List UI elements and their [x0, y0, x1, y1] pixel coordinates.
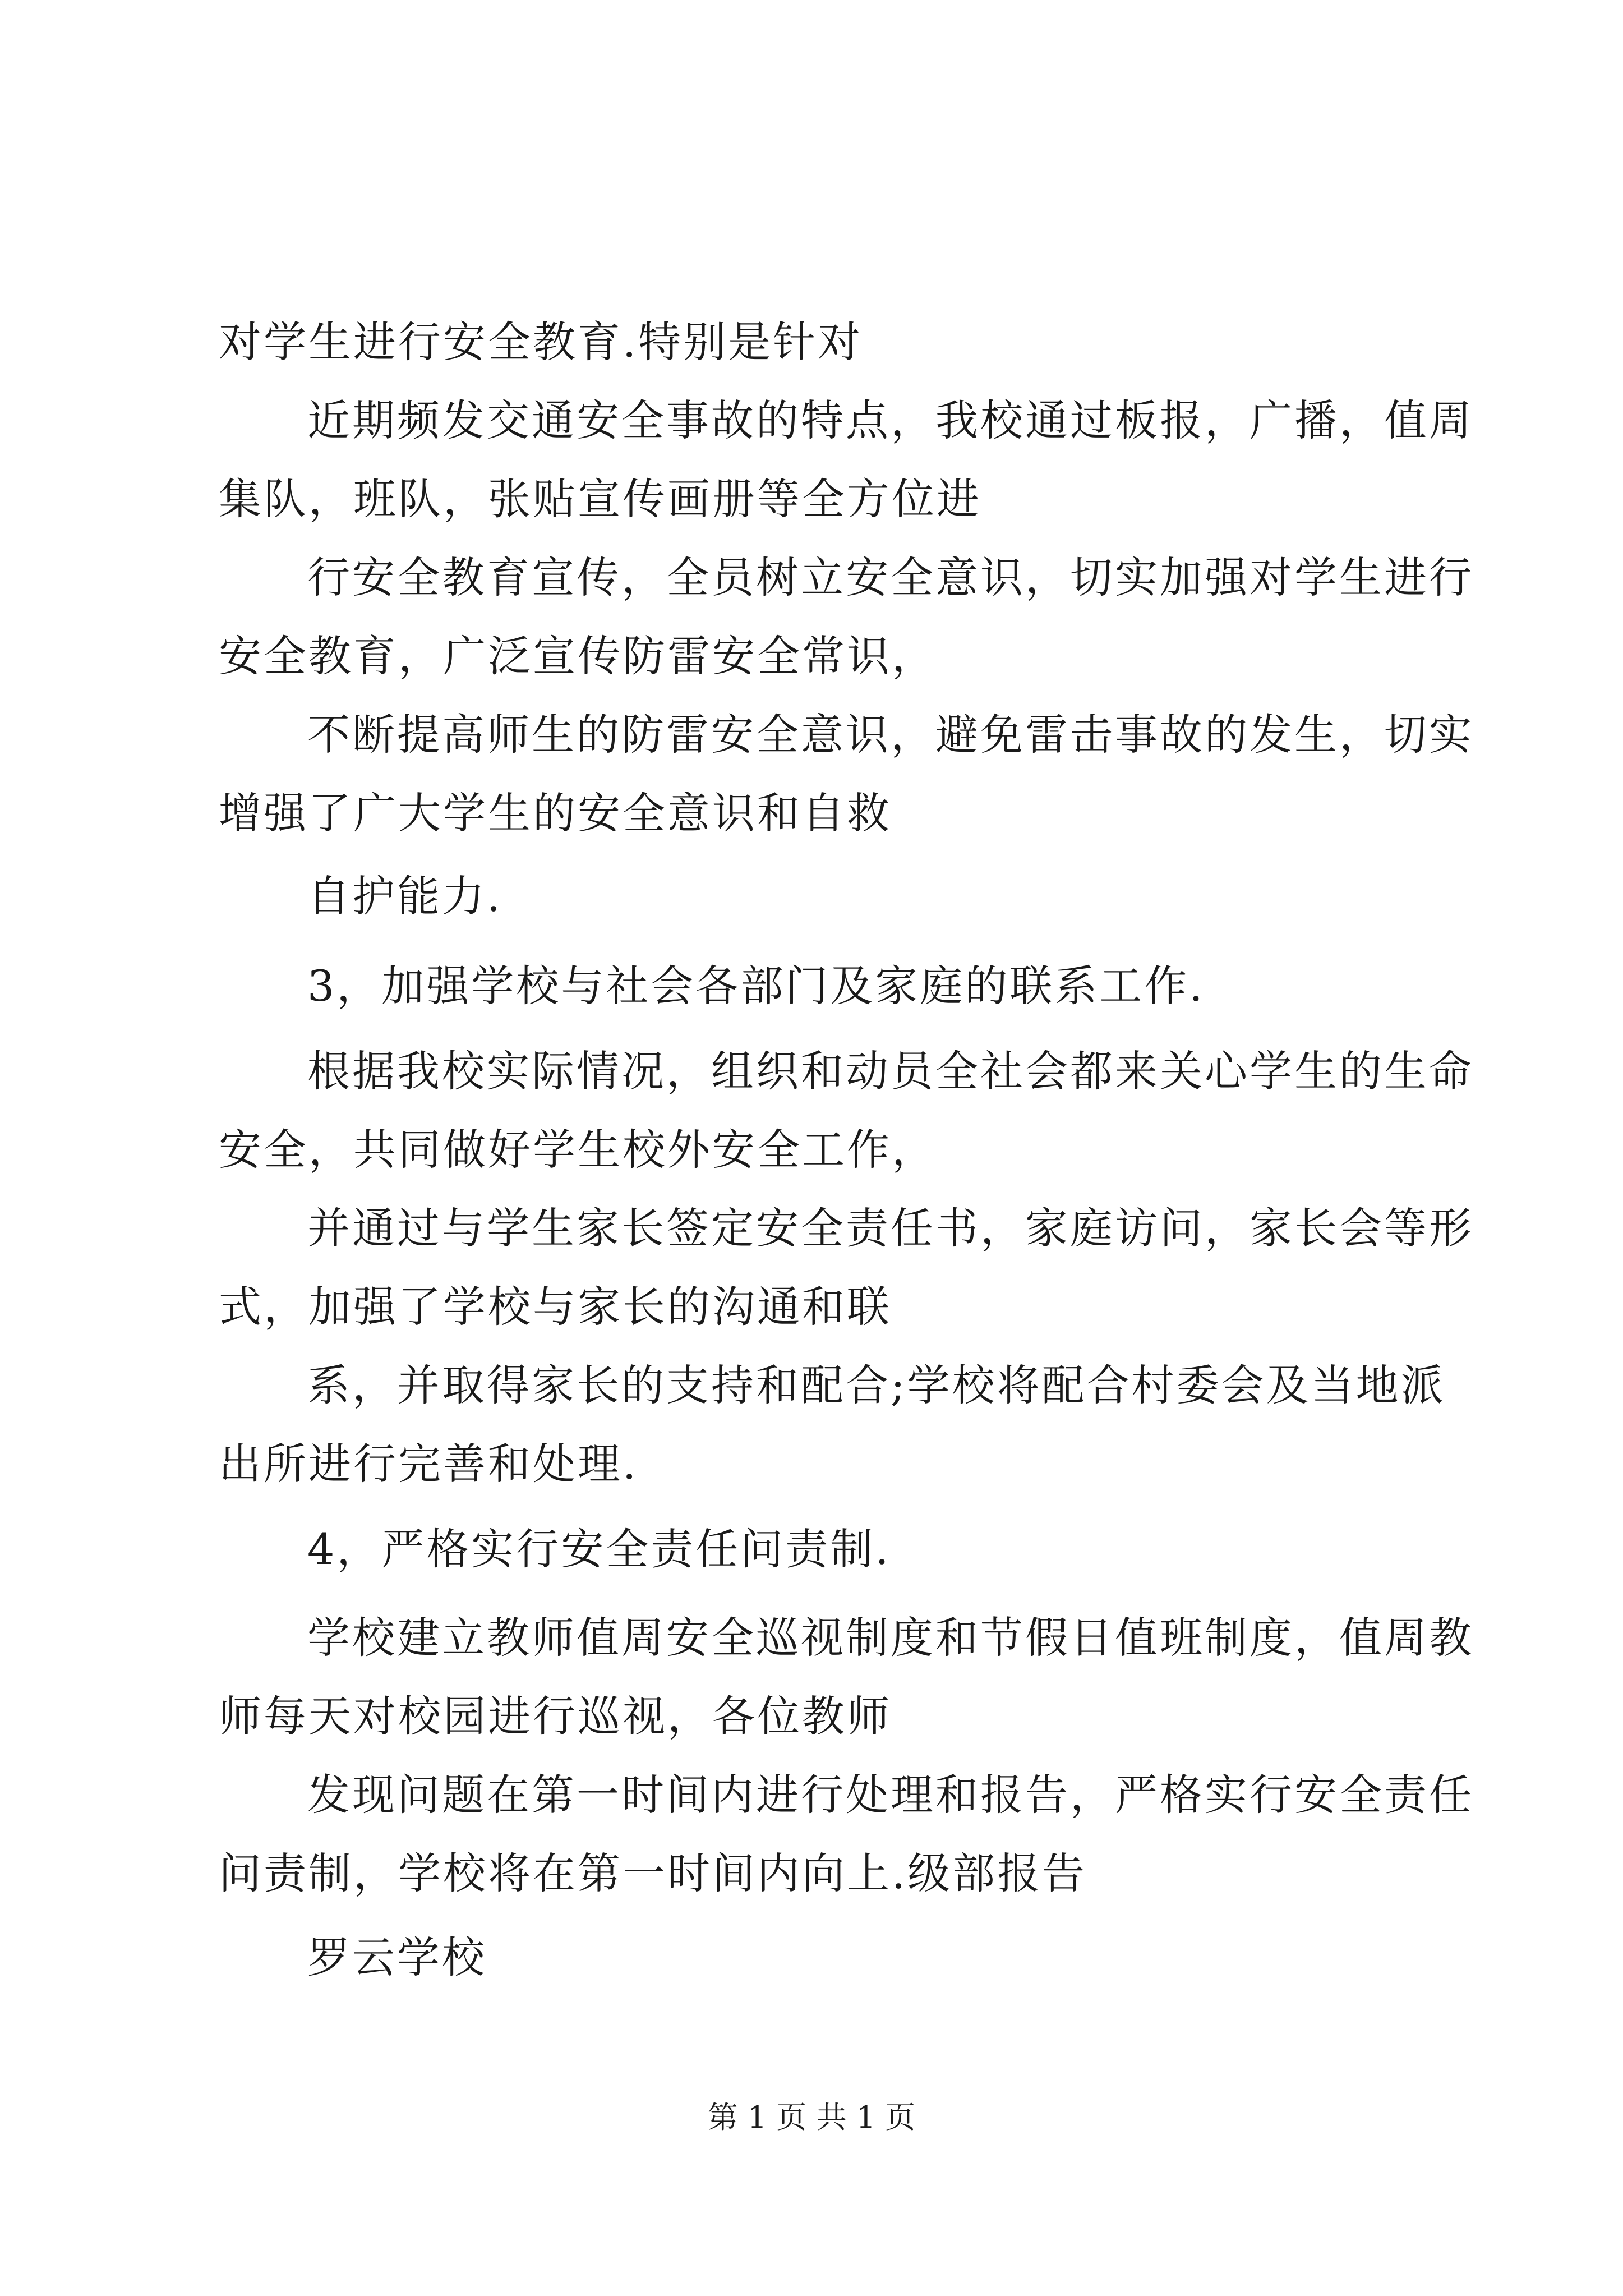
signature-line: 罗云学校	[307, 1932, 487, 1982]
text-line: 行安全教育宣传，全员树立安全意识，切实加强对学生进行	[307, 553, 1474, 602]
text-line: 对学生进行安全教育.特别是针对	[219, 317, 863, 367]
text-line: 师每天对校园进行巡视，各位教师	[219, 1691, 892, 1741]
text-line: 自护能力.	[307, 871, 503, 921]
text-line: 增强了广大学生的安全意识和自救	[219, 788, 892, 838]
text-line: 学校建立教师值周安全巡视制度和节假日值班制度，值周教	[307, 1613, 1474, 1663]
page-number-footer: 第 1 页 共 1 页	[707, 2100, 916, 2135]
text-line: 3，加强学校与社会各部门及家庭的联系工作.	[307, 961, 1205, 1011]
text-line: 式，加强了学校与家长的沟通和联	[219, 1282, 892, 1332]
text-line: 问责制，学校将在第一时间内向上.级部报告	[219, 1848, 1087, 1898]
text-line: 近期频发交通安全事故的特点，我校通过板报，广播，值周	[307, 395, 1474, 445]
text-line: 并通过与学生家长签定安全责任书，家庭访问，家长会等形	[307, 1203, 1474, 1253]
text-line: 出所进行完善和处理.	[219, 1439, 639, 1489]
text-line: 安全，共同做好学生校外安全工作，	[219, 1125, 937, 1175]
text-line: 不断提高师生的防雷安全意识，避免雷击事故的发生，切实	[307, 710, 1474, 760]
text-line: 安全教育，广泛宣传防雷安全常识，	[219, 631, 937, 681]
text-line: 4，严格实行安全责任问责制.	[307, 1524, 891, 1574]
text-line: 发现问题在第一时间内进行处理和报告，严格实行安全责任	[307, 1770, 1474, 1820]
text-line: 根据我校实际情况，组织和动员全社会都来关心学生的生命	[307, 1046, 1474, 1096]
text-line: 集队，班队，张贴宣传画册等全方位进	[219, 474, 981, 524]
text-line: 系，并取得家长的支持和配合;学校将配合村委会及当地派	[307, 1360, 1446, 1410]
